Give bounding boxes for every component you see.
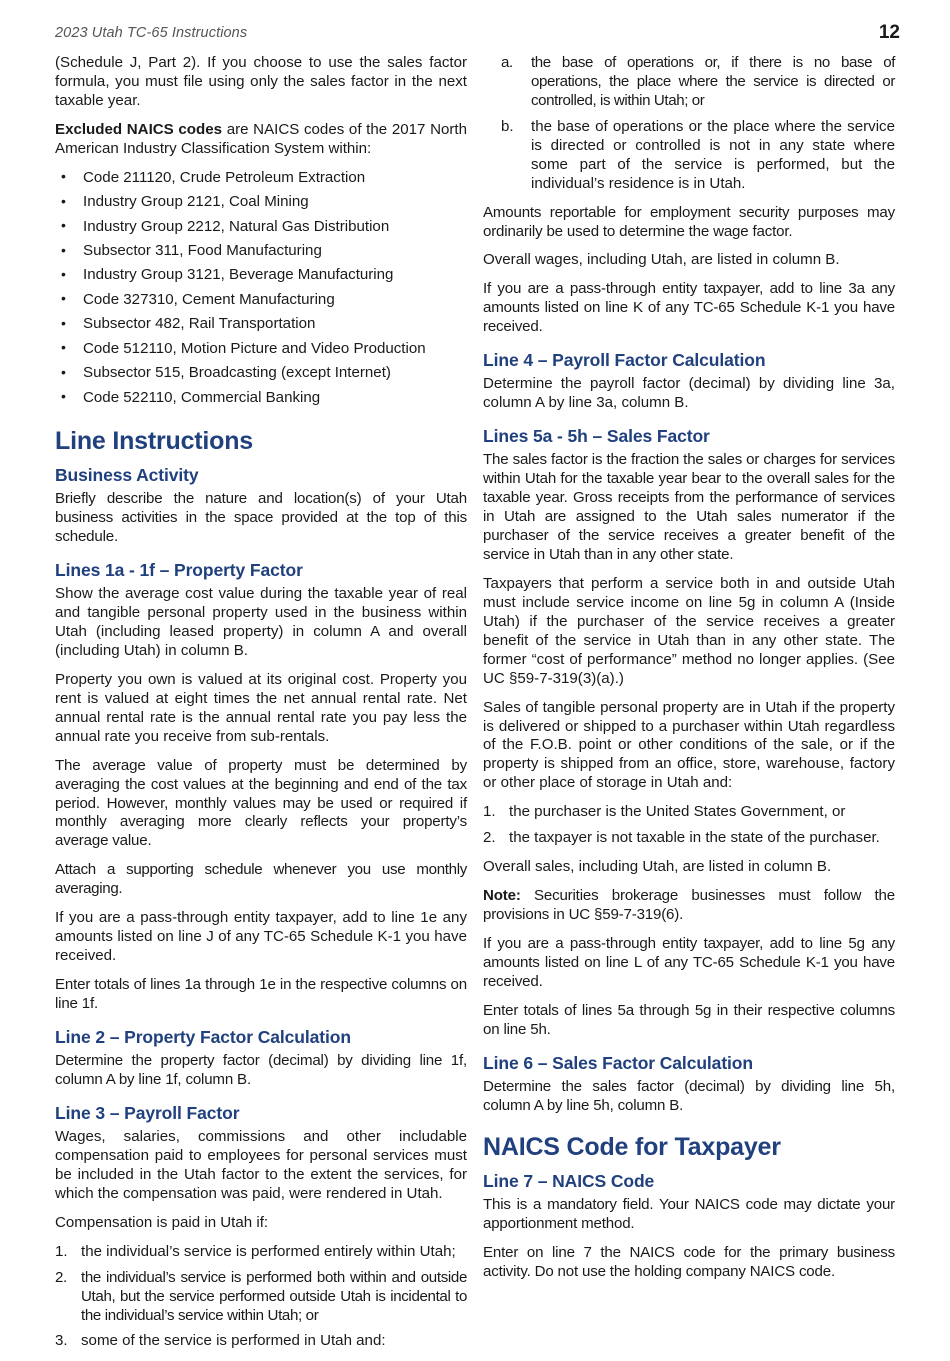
subheading-line-6: Line 6 – Sales Factor Calculation	[483, 1052, 753, 1073]
list-item	[55, 291, 467, 310]
list-item-label: Subsector 515, Broadcasting (except Internet)	[83, 364, 391, 382]
list-item-label: the purchaser is the United States Government, or	[509, 803, 846, 821]
list-marker: 2.	[55, 1268, 67, 1286]
paragraph-overall-sales: Overall sales, including Utah, are listed in column B.	[483, 858, 832, 876]
running-head-title: 2023 Utah TC-65 Instructions	[55, 25, 248, 41]
list-item	[55, 1243, 467, 1262]
list-item-label: the base of operations or, if there is no base of operations, the place where the service is directed or controlled, is within Utah; or	[531, 54, 895, 109]
service-location-sublist	[483, 54, 895, 194]
paragraph-business-activity: Briefly describe the nature and location(s) of your Utah business activities in the space provided at the top of this schedule.	[55, 490, 467, 546]
paragraph-property-1: Show the average cost value during the taxable year of real and tangible personal property used in the business within Utah (including leased property) in column A and overall (including Utah) in column B.	[55, 585, 467, 659]
list-item	[55, 340, 467, 359]
paragraph-passthrough-3a: If you are a pass-through entity taxpayer, add to line 3a any amounts listed on line K of any TC-65 Schedule K-1 you have received.	[483, 280, 895, 336]
page-number: 12	[878, 22, 900, 43]
paragraph-line-3-1: Wages, salaries, commissions and other includable compensation paid to employees for personal services must be included in the Utah factor to the extent the services, for which the compensation was paid, were rendered in Utah.	[55, 1128, 467, 1202]
list-item	[55, 266, 467, 285]
list-item	[55, 1269, 467, 1326]
bullet-icon: •	[61, 265, 66, 282]
list-item-label: the individual’s service is performed both within and outside Utah, but the service performed outside Utah is incidental to the individual’s service within Utah; or	[81, 1268, 467, 1324]
sales-conditions-list	[483, 803, 895, 848]
list-item	[55, 1332, 467, 1351]
list-marker: b.	[501, 117, 514, 135]
paragraph-property-4: Attach a supporting schedule whenever you use monthly averaging.	[55, 861, 467, 898]
bullet-icon: •	[61, 241, 66, 258]
naics-bullet-list	[55, 169, 467, 408]
paragraph-sales-2: Taxpayers that perform a service both in and outside Utah must include service income on line 5g in column A (Inside Utah) if the purchaser of the service receives a greater benefit of the service in Utah than in any other state. The former “cost of performance” method no longer applies. (See UC §59-7-319(3)(a).)	[483, 574, 895, 687]
list-item-label: Industry Group 2212, Natural Gas Distribution	[83, 217, 390, 235]
right-column	[483, 54, 895, 1292]
list-marker: 3.	[55, 1332, 68, 1350]
list-item	[55, 193, 467, 212]
list-marker: 2.	[483, 829, 496, 847]
list-marker: a.	[501, 54, 513, 71]
list-item	[483, 803, 895, 822]
bullet-icon: •	[61, 192, 66, 209]
paragraph-amounts-reportable: Amounts reportable for employment security purposes may ordinarily be used to determine the wage factor.	[483, 203, 895, 240]
excluded-naics-lead: Excluded NAICS codes	[55, 120, 223, 138]
note-rest: Securities brokerage businesses must follow the provisions in UC §59-7-319(6).	[483, 887, 895, 923]
two-column-body	[55, 54, 900, 1361]
paragraph-property-6: Enter totals of lines 1a through 1e in the respective columns on line 1f.	[55, 976, 467, 1012]
paragraph-note-securities	[483, 887, 895, 925]
list-marker: 1.	[55, 1242, 68, 1260]
paragraph-line-7-2: Enter on line 7 the NAICS code for the primary business activity. Do not use the holding company NAICS code.	[483, 1244, 895, 1281]
running-head	[55, 22, 900, 52]
list-item	[501, 118, 895, 194]
list-item	[483, 829, 895, 848]
paragraph-sales-1: The sales factor is the fraction the sales or charges for services within Utah for the taxable year bear to the overall sales for the taxable year. Gross receipts from the performance of services in Utah are assigned to the Utah sales numerator if the purchaser of the service receives a greater benefit of the service in Utah than in any other state.	[483, 451, 895, 563]
bullet-icon: •	[61, 314, 66, 331]
subheading-line-3: Line 3 – Payroll Factor	[55, 1102, 240, 1123]
list-item-label: Subsector 311, Food Manufacturing	[83, 242, 322, 259]
subheading-line-2: Line 2 – Property Factor Calculation	[55, 1026, 351, 1047]
list-item-label: the taxpayer is not taxable in the state of the purchaser.	[509, 829, 880, 847]
paragraph-overall-wages: Overall wages, including Utah, are listed in column B.	[483, 251, 840, 269]
paragraph-property-3: The average value of property must be determined by averaging the cost values at the beginning and end of the tax period. However, monthly values may be used or required if monthly averaging more clearly reflects your property’s average value.	[55, 756, 467, 850]
list-item-label: the base of operations or the place where the service is directed or controlled is not in any state where some part of the service is performed, but the individual’s residence is in Utah.	[531, 117, 895, 192]
list-item-label: Industry Group 2121, Coal Mining	[83, 193, 309, 211]
bullet-icon: •	[61, 339, 66, 356]
paragraph-property-2: Property you own is valued at its original cost. Property you rent is valued at eight times the net annual rental rate. Net annual rental rate is the annual rental rate you pay less the annual rate you receive from sub-rentals.	[55, 670, 467, 745]
subheading-business-activity: Business Activity	[55, 465, 199, 486]
list-item-label: Code 211120, Crude Petroleum Extraction	[83, 168, 366, 186]
list-marker: 1.	[483, 803, 496, 821]
bullet-icon: •	[61, 168, 66, 185]
paragraph-passthrough-5g: If you are a pass-through entity taxpayer, add to line 5g any amounts listed on line L of any TC-65 Schedule K-1 you have received.	[483, 934, 895, 990]
list-item	[55, 315, 467, 334]
compensation-list	[55, 1243, 467, 1352]
list-item	[501, 54, 895, 111]
left-column	[55, 54, 467, 1361]
subheading-lines-5a-5h: Lines 5a - 5h – Sales Factor	[483, 426, 710, 447]
paragraph-schedule-j: (Schedule J, Part 2). If you choose to use the sales factor formula, you must file using only the sales factor in the next taxable year.	[55, 54, 467, 109]
list-item-label: Code 522110, Commercial Banking	[83, 388, 321, 406]
list-item-label: Subsector 482, Rail Transportation	[83, 315, 316, 333]
paragraph-line-6: Determine the sales factor (decimal) by dividing line 5h, column A by line 5h, column B.	[483, 1077, 895, 1114]
subheading-line-4: Line 4 – Payroll Factor Calculation	[483, 350, 766, 371]
list-item-label: some of the service is performed in Utah and:	[81, 1332, 386, 1350]
bullet-icon: •	[61, 290, 66, 307]
list-item-label: Code 512110, Motion Picture and Video Production	[83, 339, 426, 357]
paragraph-totals-5h: Enter totals of lines 5a through 5g in their respective columns on line 5h.	[483, 1001, 895, 1038]
paragraph-line-7-1: This is a mandatory field. Your NAICS code may dictate your apportionment method.	[483, 1196, 895, 1233]
paragraph-sales-3: Sales of tangible personal property are in Utah if the property is delivered or shipped to a purchaser within Utah regardless of the F.O.B. point or other conditions of the sale, or if the property is shipped from an office, store, warehouse, factory or other place of storage in Utah and:	[483, 698, 895, 792]
paragraph-property-5: If you are a pass-through entity taxpayer, add to line 1e any amounts listed on line J of any TC-65 Schedule K-1 you have received.	[55, 909, 467, 965]
paragraph-line-3-2: Compensation is paid in Utah if:	[55, 1213, 269, 1231]
note-lead: Note:	[483, 887, 521, 905]
subheading-line-7: Line 7 – NAICS Code	[483, 1171, 655, 1192]
paragraph-line-2: Determine the property factor (decimal) by dividing line 1f, column A by line 1f, column B.	[55, 1052, 467, 1088]
list-item-label: Industry Group 3121, Beverage Manufacturing	[83, 266, 394, 284]
section-heading-naics-code: NAICS Code for Taxpayer	[483, 1132, 781, 1161]
list-item	[55, 169, 467, 188]
list-item	[55, 218, 467, 237]
section-heading-line-instructions: Line Instructions	[55, 426, 254, 455]
list-item	[55, 364, 467, 383]
subheading-lines-1a-1f: Lines 1a - 1f – Property Factor	[55, 560, 303, 580]
list-item-label: Code 327310, Cement Manufacturing	[83, 290, 335, 308]
bullet-icon: •	[61, 363, 66, 380]
excluded-naics-rest: are NAICS codes of the 2017 North American Industry Classification System within:	[55, 120, 467, 157]
bullet-icon: •	[61, 388, 66, 405]
paragraph-line-4: Determine the payroll factor (decimal) by dividing line 3a, column A by line 3a, column B.	[483, 375, 895, 412]
bullet-icon: •	[61, 217, 66, 234]
list-item-label: the individual’s service is performed entirely within Utah;	[81, 1242, 456, 1260]
list-item	[55, 389, 467, 408]
list-item	[55, 242, 467, 261]
paragraph-excluded-naics	[55, 121, 467, 159]
